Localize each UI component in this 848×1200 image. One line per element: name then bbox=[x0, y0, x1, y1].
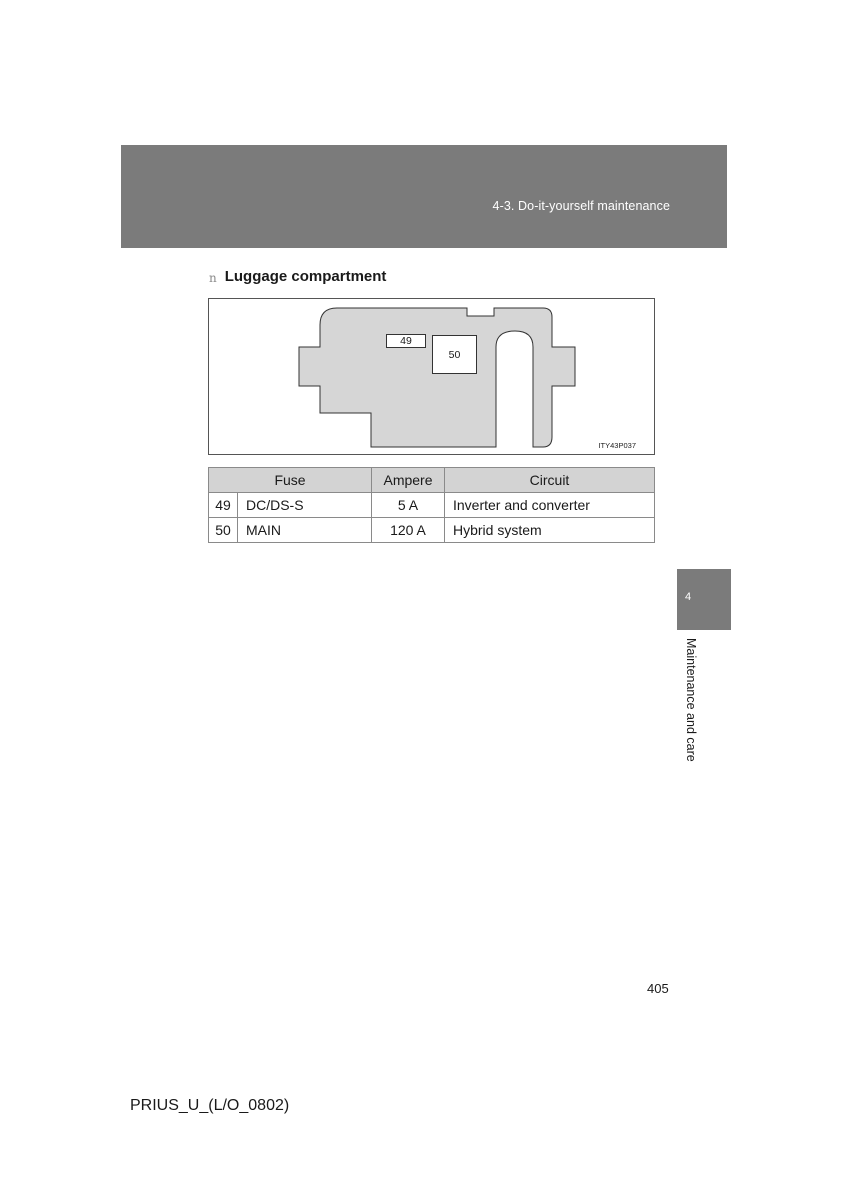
header-circuit: Circuit bbox=[445, 468, 655, 493]
fuse-number: 49 bbox=[209, 493, 238, 518]
fuse-table bbox=[208, 467, 655, 543]
fuse-circuit: Inverter and converter bbox=[445, 493, 655, 518]
fuse-ampere: 5 A bbox=[372, 493, 445, 518]
fuse-circuit: Hybrid system bbox=[445, 518, 655, 543]
chapter-number: 4 bbox=[685, 591, 692, 603]
fuse-ampere: 120 A bbox=[372, 518, 445, 543]
header-band bbox=[121, 145, 727, 248]
document-footer: PRIUS_U_(L/O_0802) bbox=[130, 1097, 290, 1114]
fuse-49-label: 49 bbox=[386, 334, 426, 348]
figure-code: ITY43P037 bbox=[598, 441, 636, 450]
fuse-50-label: 50 bbox=[432, 335, 477, 374]
table-row bbox=[209, 518, 655, 543]
bullet-marker: n bbox=[209, 270, 217, 285]
page-number: 405 bbox=[647, 981, 669, 996]
fuse-number: 50 bbox=[209, 518, 238, 543]
fuse-name: DC/DS-S bbox=[238, 493, 372, 518]
header-ampere: Ampere bbox=[372, 468, 445, 493]
heading-text: Luggage compartment bbox=[224, 268, 387, 285]
fuse-box-figure bbox=[208, 298, 655, 455]
chapter-label: Maintenance and care bbox=[684, 638, 698, 762]
fuse-box-diagram bbox=[209, 299, 656, 456]
table-row bbox=[209, 493, 655, 518]
section-title: 4-3. Do-it-yourself maintenance bbox=[492, 199, 670, 213]
chapter-tab bbox=[677, 569, 731, 630]
fuse-name: MAIN bbox=[238, 518, 372, 543]
fuse-box-body bbox=[299, 308, 575, 447]
table-header-row bbox=[209, 468, 655, 493]
section-heading bbox=[209, 268, 386, 285]
header-fuse: Fuse bbox=[209, 468, 372, 493]
